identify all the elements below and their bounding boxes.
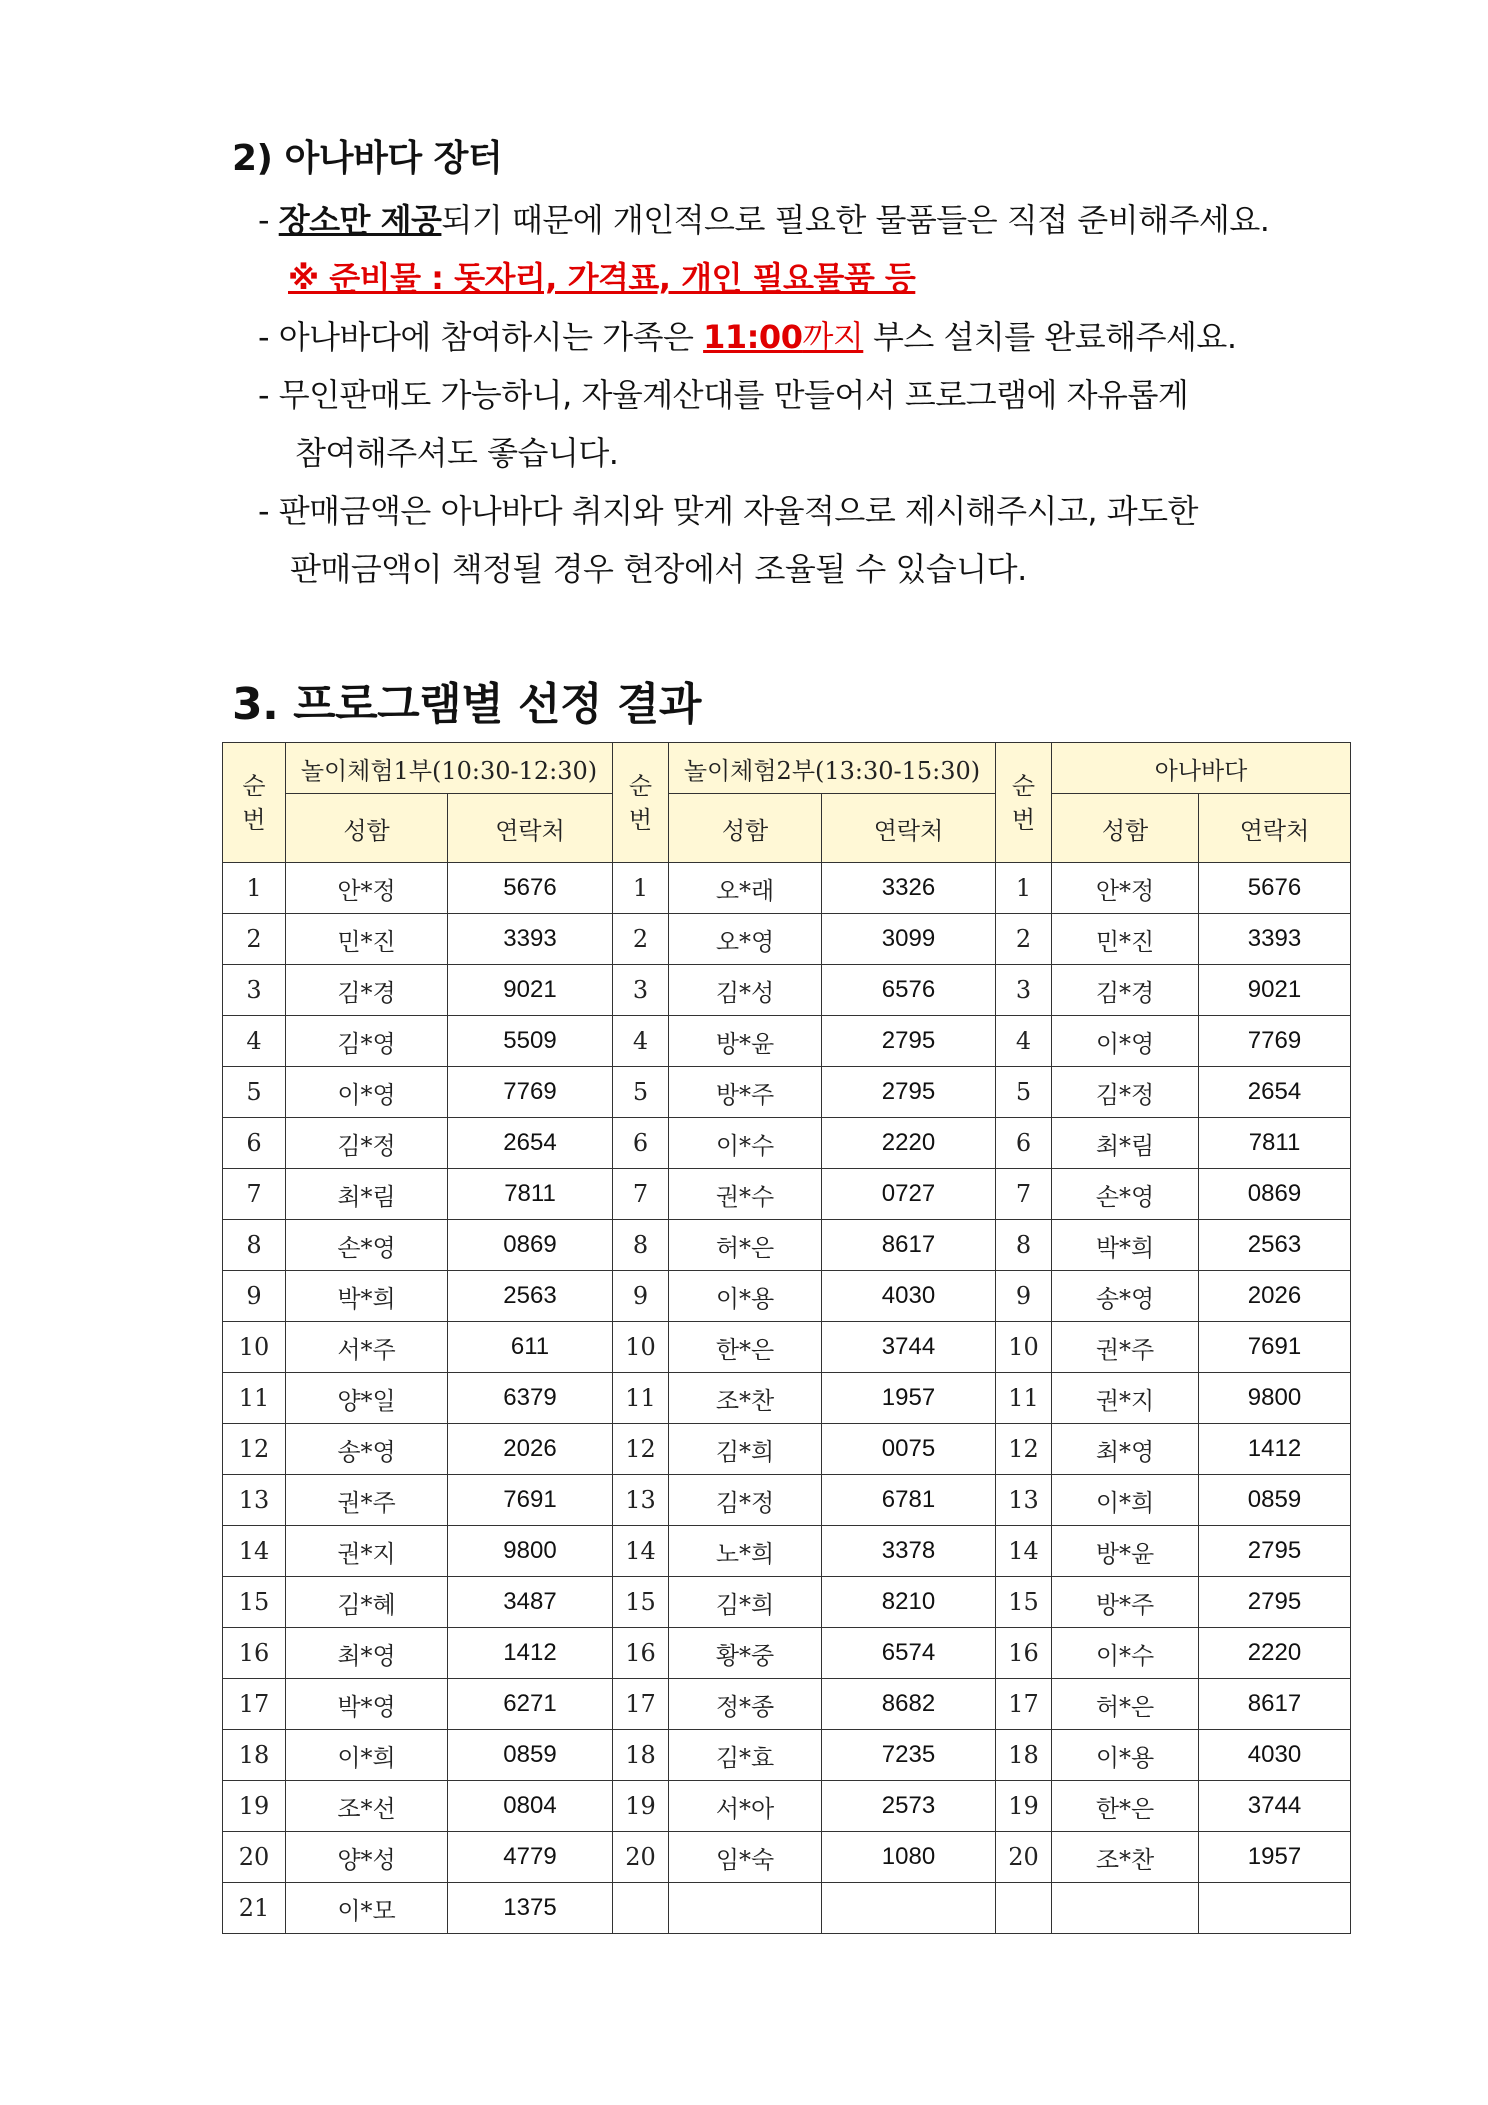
name-cell: 한*은 [1052, 1781, 1199, 1832]
table-row [223, 1118, 1351, 1169]
seq-cell: 16 [996, 1628, 1052, 1679]
table-row [223, 1679, 1351, 1730]
contact-cell: 9800 [448, 1526, 613, 1577]
contact-cell: 2563 [448, 1271, 613, 1322]
seq-cell: 10 [613, 1322, 669, 1373]
name-cell: 김*희 [669, 1577, 822, 1628]
contact-cell: 7811 [1199, 1118, 1351, 1169]
contact-cell: 5676 [1199, 863, 1351, 914]
section-title: 2) 아나바다 장터 [232, 138, 503, 179]
name-cell: 김*효 [669, 1730, 822, 1781]
table-row [223, 1220, 1351, 1271]
name-cell: 송*영 [286, 1424, 448, 1475]
table-row [223, 863, 1351, 914]
table-row [223, 1832, 1351, 1883]
name-cell: 양*일 [286, 1373, 448, 1424]
contact-cell: 4779 [448, 1832, 613, 1883]
table-row [223, 1322, 1351, 1373]
seq-cell: 6 [223, 1118, 286, 1169]
seq-cell: 11 [223, 1373, 286, 1424]
contact-cell: 2795 [1199, 1577, 1351, 1628]
seq-cell: 14 [996, 1526, 1052, 1577]
contact-cell: 6576 [822, 965, 996, 1016]
seq-header: 순 번 [223, 743, 286, 863]
name-cell: 양*성 [286, 1832, 448, 1883]
deadline-time: 11:00 [703, 318, 803, 356]
name-cell: 이*희 [286, 1730, 448, 1781]
table-row [223, 1271, 1351, 1322]
seq-cell: 4 [996, 1016, 1052, 1067]
seq-cell: 9 [996, 1271, 1052, 1322]
contact-cell: 4030 [1199, 1730, 1351, 1781]
col-contact-header: 연락처 [822, 794, 996, 863]
seq-cell: 3 [996, 965, 1052, 1016]
name-cell: 민*진 [1052, 914, 1199, 965]
col-name-header: 성함 [669, 794, 822, 863]
name-cell: 이*영 [1052, 1016, 1199, 1067]
contact-cell: 2654 [1199, 1067, 1351, 1118]
seq-cell: 9 [613, 1271, 669, 1322]
seq-cell: 15 [223, 1577, 286, 1628]
contact-cell [822, 1883, 996, 1934]
seq-cell: 20 [996, 1832, 1052, 1883]
name-cell: 이*용 [1052, 1730, 1199, 1781]
results-heading: 3. 프로그램별 선정 결과 [232, 679, 701, 730]
seq-cell: 2 [223, 914, 286, 965]
name-cell: 송*영 [1052, 1271, 1199, 1322]
name-cell: 황*중 [669, 1628, 822, 1679]
seq-cell: 16 [613, 1628, 669, 1679]
seq-cell: 16 [223, 1628, 286, 1679]
seq-cell: 13 [996, 1475, 1052, 1526]
contact-cell: 9021 [448, 965, 613, 1016]
instruction-text: 되기 때문에 개인적으로 필요한 물품들은 직접 준비해주세요. [441, 201, 1270, 239]
seq-cell: 6 [613, 1118, 669, 1169]
name-cell: 서*주 [286, 1322, 448, 1373]
name-cell: 김*경 [1052, 965, 1199, 1016]
seq-cell: 4 [223, 1016, 286, 1067]
seq-cell: 8 [613, 1220, 669, 1271]
table-row [223, 1016, 1351, 1067]
contact-cell: 8617 [1199, 1679, 1351, 1730]
seq-cell: 13 [613, 1475, 669, 1526]
name-cell: 권*지 [286, 1526, 448, 1577]
contact-cell: 6271 [448, 1679, 613, 1730]
table-row [223, 1883, 1351, 1934]
instruction-line-4: - 무인판매도 가능하니, 자율계산대를 만들어서 프로그램에 자유롭게 [258, 376, 1189, 414]
seq-cell: 19 [223, 1781, 286, 1832]
contact-cell: 1957 [1199, 1832, 1351, 1883]
contact-cell: 1957 [822, 1373, 996, 1424]
name-cell: 안*정 [1052, 863, 1199, 914]
contact-cell: 2026 [1199, 1271, 1351, 1322]
seq-cell: 2 [613, 914, 669, 965]
table-row [223, 1373, 1351, 1424]
contact-cell: 3393 [1199, 914, 1351, 965]
name-cell: 박*영 [286, 1679, 448, 1730]
contact-cell: 2220 [822, 1118, 996, 1169]
seq-cell: 8 [223, 1220, 286, 1271]
seq-cell: 14 [223, 1526, 286, 1577]
contact-cell: 3326 [822, 863, 996, 914]
name-cell: 오*래 [669, 863, 822, 914]
table-row [223, 1628, 1351, 1679]
bullet-dash: - [258, 201, 279, 239]
results-table-body [223, 863, 1351, 1934]
instruction-line-6: - 판매금액은 아나바다 취지와 맞게 자율적으로 제시해주시고, 과도한 [258, 492, 1198, 530]
seq-cell: 15 [996, 1577, 1052, 1628]
contact-cell: 0727 [822, 1169, 996, 1220]
name-cell: 이*수 [1052, 1628, 1199, 1679]
seq-cell: 7 [223, 1169, 286, 1220]
contact-cell: 0859 [1199, 1475, 1351, 1526]
contact-cell: 2654 [448, 1118, 613, 1169]
name-cell [669, 1883, 822, 1934]
supplies-note: ※ 준비물 : 돗자리, 가격표, 개인 필요물품 등 [288, 259, 916, 297]
contact-cell: 1080 [822, 1832, 996, 1883]
contact-cell: 2573 [822, 1781, 996, 1832]
seq-cell: 2 [996, 914, 1052, 965]
seq-cell: 7 [613, 1169, 669, 1220]
seq-cell: 10 [996, 1322, 1052, 1373]
col-name-header: 성함 [1052, 794, 1199, 863]
seq-cell: 12 [223, 1424, 286, 1475]
instruction-text: 부스 설치를 완료해주세요. [863, 318, 1237, 356]
name-cell: 방*주 [1052, 1577, 1199, 1628]
contact-cell: 3099 [822, 914, 996, 965]
name-cell: 방*주 [669, 1067, 822, 1118]
contact-cell: 4030 [822, 1271, 996, 1322]
name-cell: 정*종 [669, 1679, 822, 1730]
contact-cell: 0075 [822, 1424, 996, 1475]
instruction-line-3 [258, 317, 1237, 357]
contact-cell: 7811 [448, 1169, 613, 1220]
name-cell: 방*윤 [1052, 1526, 1199, 1577]
name-cell [1052, 1883, 1199, 1934]
deadline-until: 까지 [802, 318, 864, 356]
name-cell: 권*주 [286, 1475, 448, 1526]
name-cell: 이*모 [286, 1883, 448, 1934]
seq-cell: 8 [996, 1220, 1052, 1271]
table-row [223, 914, 1351, 965]
name-cell: 박*희 [286, 1271, 448, 1322]
seq-cell: 3 [223, 965, 286, 1016]
name-cell: 조*선 [286, 1781, 448, 1832]
seq-cell: 19 [996, 1781, 1052, 1832]
seq-cell: 19 [613, 1781, 669, 1832]
seq-cell: 17 [996, 1679, 1052, 1730]
seq-cell: 13 [223, 1475, 286, 1526]
name-cell: 조*찬 [669, 1373, 822, 1424]
seq-cell: 5 [613, 1067, 669, 1118]
seq-cell: 11 [613, 1373, 669, 1424]
contact-cell: 7691 [448, 1475, 613, 1526]
col-contact-header: 연락처 [1199, 794, 1351, 863]
name-cell: 권*지 [1052, 1373, 1199, 1424]
seq-cell: 17 [613, 1679, 669, 1730]
contact-cell: 5509 [448, 1016, 613, 1067]
col-contact-header: 연락처 [448, 794, 613, 863]
seq-cell: 5 [996, 1067, 1052, 1118]
contact-cell [1199, 1883, 1351, 1934]
name-cell: 김*영 [286, 1016, 448, 1067]
contact-cell: 2220 [1199, 1628, 1351, 1679]
name-cell: 조*찬 [1052, 1832, 1199, 1883]
contact-cell: 0869 [1199, 1169, 1351, 1220]
table-row [223, 1526, 1351, 1577]
contact-cell: 8210 [822, 1577, 996, 1628]
table-row [223, 1475, 1351, 1526]
contact-cell: 9021 [1199, 965, 1351, 1016]
table-row [223, 1781, 1351, 1832]
table-row [223, 965, 1351, 1016]
table-row [223, 1424, 1351, 1475]
contact-cell: 7769 [448, 1067, 613, 1118]
name-cell: 이*용 [669, 1271, 822, 1322]
name-cell: 김*경 [286, 965, 448, 1016]
name-cell: 이*희 [1052, 1475, 1199, 1526]
contact-cell: 0869 [448, 1220, 613, 1271]
contact-cell: 6781 [822, 1475, 996, 1526]
name-cell: 손*영 [1052, 1169, 1199, 1220]
seq-cell [613, 1883, 669, 1934]
seq-header: 순 번 [613, 743, 669, 863]
seq-cell: 1 [223, 863, 286, 914]
seq-cell: 9 [223, 1271, 286, 1322]
name-cell: 노*희 [669, 1526, 822, 1577]
name-cell: 최*림 [286, 1169, 448, 1220]
name-cell: 서*아 [669, 1781, 822, 1832]
name-cell: 권*수 [669, 1169, 822, 1220]
contact-cell: 6574 [822, 1628, 996, 1679]
name-cell: 최*림 [1052, 1118, 1199, 1169]
contact-cell: 2563 [1199, 1220, 1351, 1271]
instruction-text: - 아나바다에 참여하시는 가족은 [258, 318, 704, 356]
seq-cell: 12 [996, 1424, 1052, 1475]
contact-cell: 8682 [822, 1679, 996, 1730]
table-row [223, 1577, 1351, 1628]
contact-cell: 0804 [448, 1781, 613, 1832]
name-cell: 박*희 [1052, 1220, 1199, 1271]
seq-cell: 17 [223, 1679, 286, 1730]
name-cell: 이*수 [669, 1118, 822, 1169]
selection-results-table [222, 742, 1351, 1934]
contact-cell: 1375 [448, 1883, 613, 1934]
seq-cell: 15 [613, 1577, 669, 1628]
name-cell: 민*진 [286, 914, 448, 965]
name-cell: 허*은 [1052, 1679, 1199, 1730]
contact-cell: 3744 [822, 1322, 996, 1373]
group-header-play2: 놀이체험2부(13:30-15:30) [669, 743, 996, 794]
seq-cell: 1 [613, 863, 669, 914]
contact-cell: 5676 [448, 863, 613, 914]
name-cell: 최*영 [286, 1628, 448, 1679]
contact-cell: 7769 [1199, 1016, 1351, 1067]
contact-cell: 0859 [448, 1730, 613, 1781]
seq-cell: 4 [613, 1016, 669, 1067]
contact-cell: 3393 [448, 914, 613, 965]
name-cell: 손*영 [286, 1220, 448, 1271]
name-cell: 최*영 [1052, 1424, 1199, 1475]
name-cell: 김*정 [669, 1475, 822, 1526]
contact-cell: 2795 [822, 1016, 996, 1067]
table-row [223, 1067, 1351, 1118]
name-cell: 오*영 [669, 914, 822, 965]
contact-cell: 3744 [1199, 1781, 1351, 1832]
group-header-play1: 놀이체험1부(10:30-12:30) [286, 743, 613, 794]
venue-only-emphasis: 장소만 제공 [278, 201, 442, 239]
seq-cell: 18 [613, 1730, 669, 1781]
seq-cell: 18 [223, 1730, 286, 1781]
seq-cell: 14 [613, 1526, 669, 1577]
contact-cell: 2795 [1199, 1526, 1351, 1577]
seq-cell: 10 [223, 1322, 286, 1373]
seq-cell: 7 [996, 1169, 1052, 1220]
name-cell: 김*정 [286, 1118, 448, 1169]
name-cell: 임*숙 [669, 1832, 822, 1883]
seq-cell: 5 [223, 1067, 286, 1118]
contact-cell: 7235 [822, 1730, 996, 1781]
seq-header: 순 번 [996, 743, 1052, 863]
group-header-anabada: 아나바다 [1052, 743, 1351, 794]
contact-cell: 3378 [822, 1526, 996, 1577]
col-name-header: 성함 [286, 794, 448, 863]
name-cell: 김*혜 [286, 1577, 448, 1628]
seq-cell: 11 [996, 1373, 1052, 1424]
seq-cell: 6 [996, 1118, 1052, 1169]
name-cell: 이*영 [286, 1067, 448, 1118]
name-cell: 한*은 [669, 1322, 822, 1373]
table-row [223, 1730, 1351, 1781]
name-cell: 김*성 [669, 965, 822, 1016]
table-row [223, 1169, 1351, 1220]
name-cell: 안*정 [286, 863, 448, 914]
contact-cell: 3487 [448, 1577, 613, 1628]
name-cell: 방*윤 [669, 1016, 822, 1067]
seq-cell: 18 [996, 1730, 1052, 1781]
seq-cell: 3 [613, 965, 669, 1016]
contact-cell: 6379 [448, 1373, 613, 1424]
contact-cell: 2026 [448, 1424, 613, 1475]
contact-cell: 611 [448, 1322, 613, 1373]
contact-cell: 2795 [822, 1067, 996, 1118]
seq-cell: 12 [613, 1424, 669, 1475]
name-cell: 김*정 [1052, 1067, 1199, 1118]
seq-cell: 20 [223, 1832, 286, 1883]
name-cell: 권*주 [1052, 1322, 1199, 1373]
contact-cell: 7691 [1199, 1322, 1351, 1373]
instruction-line-7: 판매금액이 책정될 경우 현장에서 조율될 수 있습니다. [290, 550, 1027, 588]
name-cell: 허*은 [669, 1220, 822, 1271]
seq-cell: 21 [223, 1883, 286, 1934]
seq-cell: 20 [613, 1832, 669, 1883]
contact-cell: 8617 [822, 1220, 996, 1271]
seq-cell [996, 1883, 1052, 1934]
instruction-line-5: 참여해주셔도 좋습니다. [295, 434, 619, 472]
seq-cell: 1 [996, 863, 1052, 914]
name-cell: 김*희 [669, 1424, 822, 1475]
instruction-line-1 [258, 200, 1269, 240]
contact-cell: 1412 [448, 1628, 613, 1679]
contact-cell: 1412 [1199, 1424, 1351, 1475]
contact-cell: 9800 [1199, 1373, 1351, 1424]
